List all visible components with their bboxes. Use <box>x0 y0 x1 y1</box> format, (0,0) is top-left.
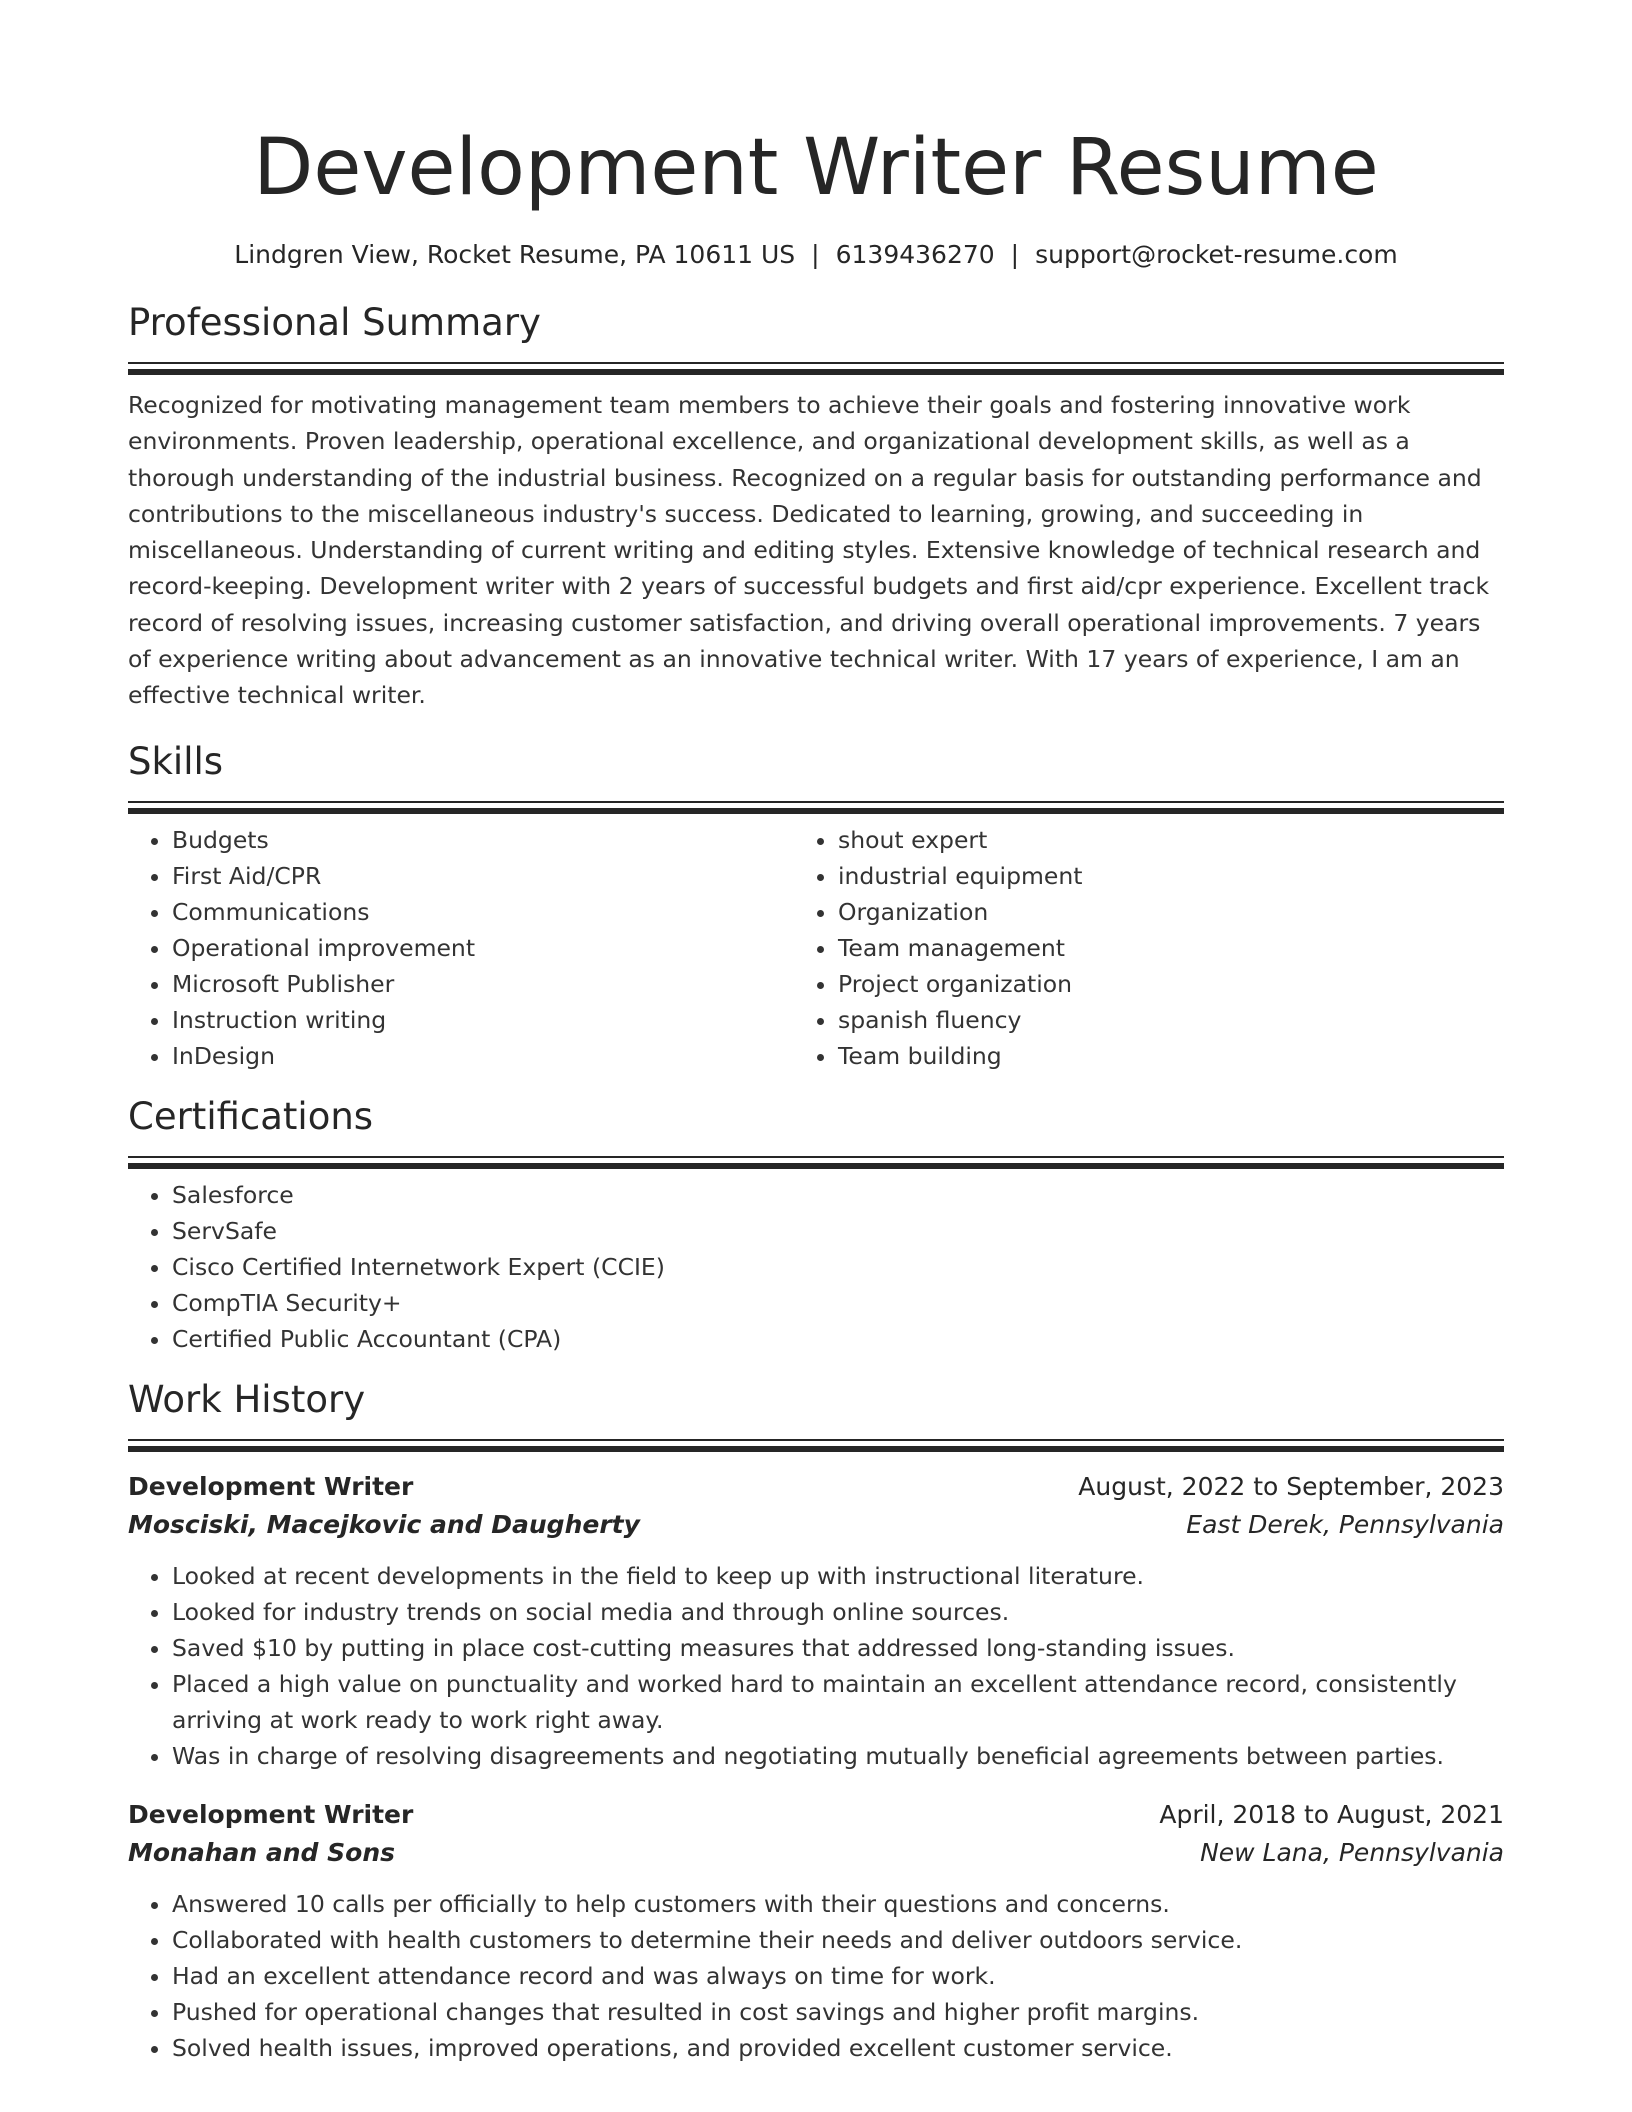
skill-item: • First Aid/CPR <box>172 858 838 894</box>
skill-item: • shout expert <box>838 822 1504 858</box>
section-heading-summary: Professional Summary <box>128 301 541 344</box>
skill-item: • Team management <box>838 930 1504 966</box>
work-history-section <box>128 1375 1504 2066</box>
skills-grid <box>128 814 1504 1074</box>
contact-line <box>128 238 1504 272</box>
job-title: Development Writer <box>128 1800 414 1830</box>
certification-item: • Certified Public Accountant (CPA) <box>172 1321 1504 1357</box>
job-subheader-row <box>128 1506 1504 1544</box>
skill-item: • Instruction writing <box>172 1002 838 1038</box>
job-bullet: • Placed a high value on punctuality and worked hard to maintain an excellent attendance record, consistently arriving at work ready to work right away. <box>172 1666 1504 1738</box>
job-entry <box>128 1468 1504 1774</box>
skills-list-right <box>794 822 1504 1074</box>
section-heading-work-history: Work History <box>128 1378 366 1422</box>
job-subheader-row <box>128 1834 1504 1872</box>
skills-list-left <box>128 822 838 1074</box>
skill-item: • Organization <box>838 894 1504 930</box>
certifications-list <box>128 1177 1504 1357</box>
certification-item: • Salesforce <box>172 1177 1504 1213</box>
certification-item: • CompTIA Security+ <box>172 1285 1504 1321</box>
job-company: Mosciski, Macejkovic and Daugherty <box>128 1510 640 1540</box>
contact-separator: | <box>811 240 820 269</box>
job-bullets <box>128 1558 1504 1774</box>
contact-separator: | <box>1010 240 1020 269</box>
section-divider <box>128 1156 1504 1169</box>
job-bullet: • Solved health issues, improved operations, and provided excellent customer service. <box>172 2030 1504 2066</box>
section-divider <box>128 801 1504 814</box>
skill-item: • industrial equipment <box>838 858 1504 894</box>
job-dates: August, 2022 to September, 2023 <box>1078 1472 1504 1502</box>
job-location: East Derek, Pennsylvania <box>1186 1510 1504 1540</box>
resume-page <box>128 118 1504 2066</box>
skill-item: • Operational improvement <box>172 930 838 966</box>
job-bullet: • Pushed for operational changes that resulted in cost savings and higher profit margins. <box>172 1994 1504 2030</box>
skill-item: • Project organization <box>838 966 1504 1002</box>
summary-text: Recognized for motivating management team members to achieve their goals and fostering innovative work environments. Proven leadership, operational excellence, and organizational development skills, as well as a thorough understanding of the industrial business. Recognized on a regular basis for outstanding performance and contributions to the miscellaneous industry's success. Dedicated to learning, growing, and succeeding in miscellaneous. Understanding of current writing and editing styles. Extensive knowledge of technical research and record-keeping. Development writer with 2 years of successful budgets and first aid/cpr experience. Excellent track record of resolving issues, increasing customer satisfaction, and driving overall operational improvements. 7 years of experience writing about advancement as an innovative technical writer. With 17 years of experience, I am an effective technical writer. <box>128 391 1490 710</box>
skill-item: • InDesign <box>172 1038 838 1074</box>
summary-section <box>128 298 1504 714</box>
job-bullet: • Had an excellent attendance record and was always on time for work. <box>172 1958 1504 1994</box>
job-bullet: • Looked for industry trends on social media and through online sources. <box>172 1594 1504 1630</box>
skill-item: • Communications <box>172 894 838 930</box>
job-title: Development Writer <box>128 1472 414 1502</box>
job-bullet: • Collaborated with health customers to determine their needs and deliver outdoors service. <box>172 1922 1504 1958</box>
skill-item: • Team building <box>838 1038 1504 1074</box>
job-bullet: • Looked at recent developments in the field to keep up with instructional literature. <box>172 1558 1504 1594</box>
section-divider <box>128 1439 1504 1452</box>
job-dates: April, 2018 to August, 2021 <box>1159 1800 1504 1830</box>
certification-item: • ServSafe <box>172 1213 1504 1249</box>
skill-item: • spanish fluency <box>838 1002 1504 1038</box>
section-heading-certifications: Certifications <box>128 1095 374 1139</box>
skill-item: • Microsoft Publisher <box>172 966 838 1002</box>
contact-email: support@rocket-resume.com <box>1035 240 1398 269</box>
contact-address: Lindgren View, Rocket Resume, PA 10611 US <box>234 240 796 269</box>
job-bullets <box>128 1886 1504 2066</box>
section-heading-skills: Skills <box>128 740 224 784</box>
job-bullet: • Was in charge of resolving disagreements and negotiating mutually beneficial agreements between parties. <box>172 1738 1504 1774</box>
page-title: Development Writer Resume <box>253 123 1379 213</box>
job-header-row <box>128 1796 1504 1834</box>
skill-item: • Budgets <box>172 822 838 858</box>
job-entry <box>128 1796 1504 2066</box>
skills-section <box>128 737 1504 1074</box>
job-location: New Lana, Pennsylvania <box>1200 1838 1504 1868</box>
job-bullet: • Saved $10 by putting in place cost-cutting measures that addressed long-standing issues. <box>172 1630 1504 1666</box>
job-company: Monahan and Sons <box>128 1838 396 1868</box>
certifications-section <box>128 1092 1504 1357</box>
job-header-row <box>128 1468 1504 1506</box>
certification-item: • Cisco Certified Internetwork Expert (CCIE) <box>172 1249 1504 1285</box>
section-divider <box>128 362 1504 375</box>
job-bullet: • Answered 10 calls per officially to help customers with their questions and concerns. <box>172 1886 1504 1922</box>
contact-phone: 6139436270 <box>835 240 995 269</box>
